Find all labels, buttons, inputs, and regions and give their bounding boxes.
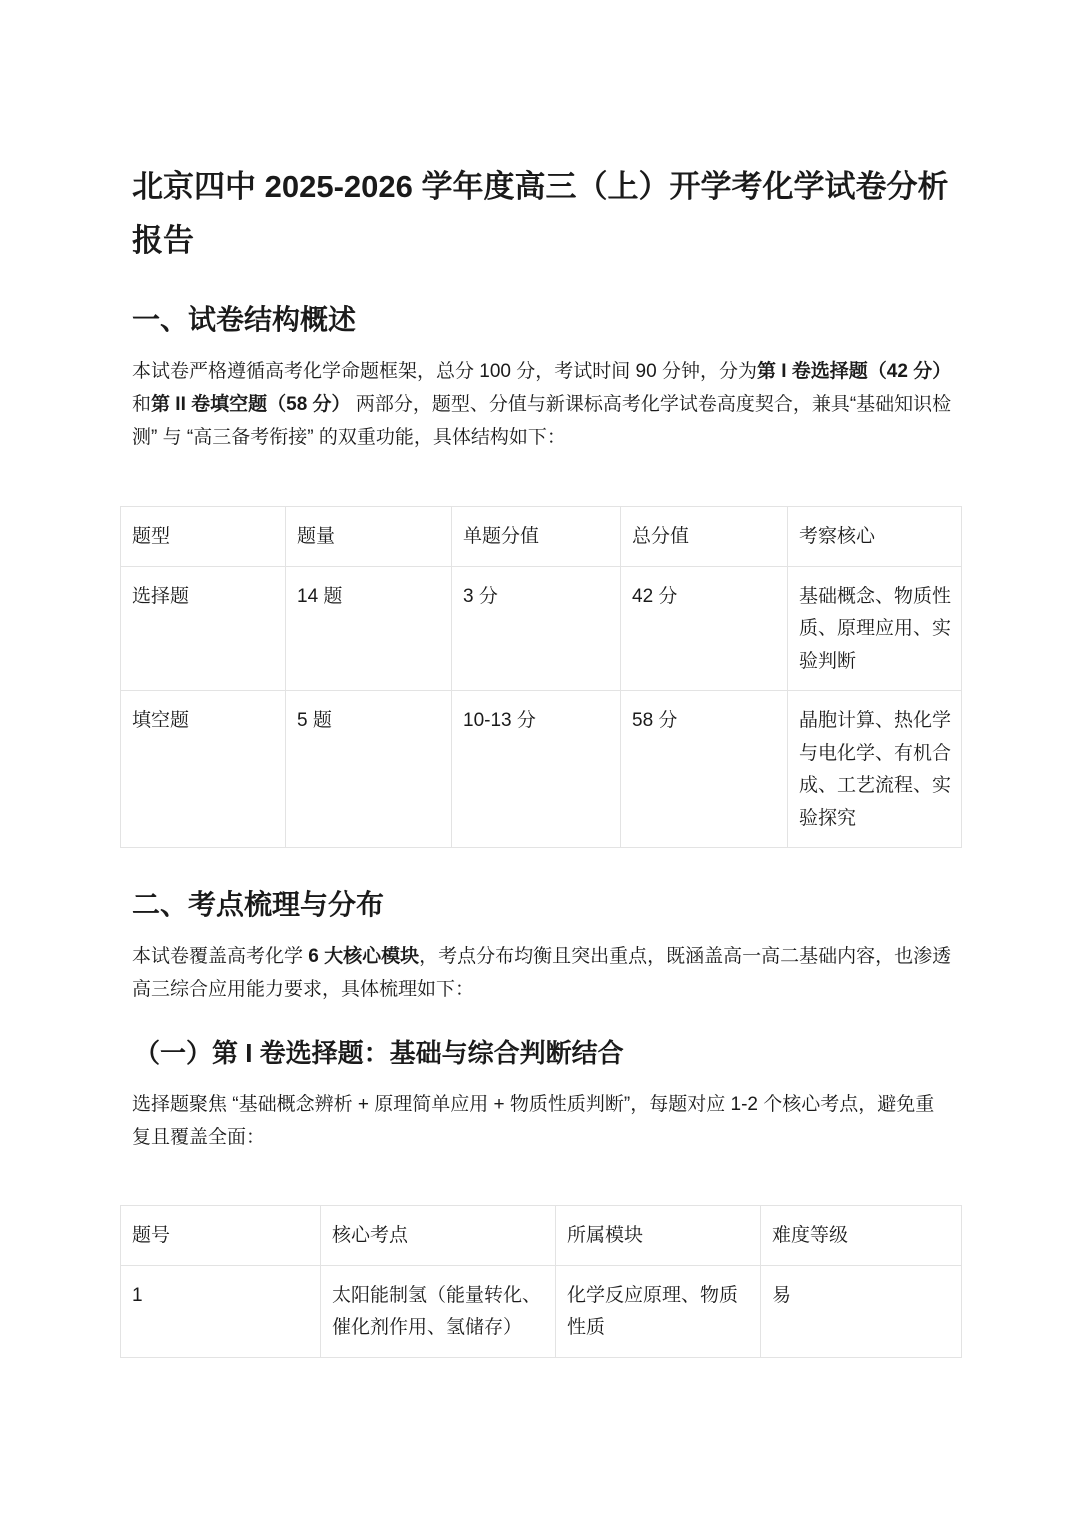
cell: 晶胞计算、热化学与电化学、有机合成、工艺流程、实验探究 — [788, 691, 962, 848]
header-cell: 考察核心 — [788, 507, 962, 567]
cell: 3 分 — [452, 566, 621, 691]
header-cell: 单题分值 — [452, 507, 621, 567]
subsection-paragraph: 选择题聚焦 “基础概念辨析 + 原理简单应用 + 物质性质判断”，每题对应 1-2 个核心考点，避免重复且覆盖全面： — [132, 1094, 935, 1148]
cell: 易 — [761, 1265, 962, 1357]
header-cell: 题号 — [121, 1206, 321, 1266]
text: 本试卷严格遵循高考化学命题框架，总分 100 分，考试时间 90 分钟，分为 — [132, 361, 757, 382]
header-cell: 题量 — [286, 507, 452, 567]
header-cell: 总分值 — [621, 507, 788, 567]
bold-text: 第 I 卷选择题（42 分） — [756, 361, 952, 382]
structure-paragraph — [132, 355, 952, 454]
page-title: 北京四中 2025-2026 学年度高三（上）开学考化学试卷分析报告 — [132, 169, 949, 258]
subsection-heading: （一）第 I 卷选择题：基础与综合判断结合 — [134, 1038, 624, 1068]
bold-text: 6 大核心模块 — [308, 946, 420, 967]
bold-text: 第 II 卷填空题（58 分） — [151, 394, 351, 415]
table-row — [121, 1265, 962, 1357]
text: 和 — [132, 394, 152, 415]
cell: 5 题 — [286, 691, 452, 848]
section-heading-structure: 一、试卷结构概述 — [132, 304, 357, 335]
cell: 选择题 — [121, 566, 286, 691]
section-heading-topics: 二、考点梳理与分布 — [132, 889, 385, 920]
structure-table — [120, 506, 962, 848]
cell: 42 分 — [621, 566, 788, 691]
text: 两部分，题型、分值与新课标高考化学试卷高度契合，兼具“基础知识检测” 与 “高三备考衔接” 的双重功能，具体结构如下： — [132, 394, 952, 448]
text: 本试卷覆盖高考化学 — [132, 946, 309, 967]
cell: 10-13 分 — [452, 691, 621, 848]
header-cell: 难度等级 — [761, 1206, 962, 1266]
table-header-row — [121, 1206, 962, 1266]
topics-paragraph — [132, 940, 952, 1006]
cell: 58 分 — [621, 691, 788, 848]
cell: 化学反应原理、物质性质 — [556, 1265, 761, 1357]
cell: 填空题 — [121, 691, 286, 848]
cell: 14 题 — [286, 566, 452, 691]
cell: 1 — [121, 1265, 321, 1357]
table-row — [121, 691, 962, 848]
header-cell: 所属模块 — [556, 1206, 761, 1266]
header-cell: 题型 — [121, 507, 286, 567]
header-cell: 核心考点 — [321, 1206, 556, 1266]
text: ，考点分布均衡且突出重点，既涵盖高一高二基础内容，也渗透高三综合应用能力要求，具体梳理如下： — [132, 946, 952, 1000]
multiple-choice-table — [120, 1205, 962, 1358]
table-header-row — [121, 507, 962, 567]
cell: 太阳能制氢（能量转化、催化剂作用、氢储存） — [321, 1265, 556, 1357]
cell: 基础概念、物质性质、原理应用、实验判断 — [788, 566, 962, 691]
table-row — [121, 566, 962, 691]
